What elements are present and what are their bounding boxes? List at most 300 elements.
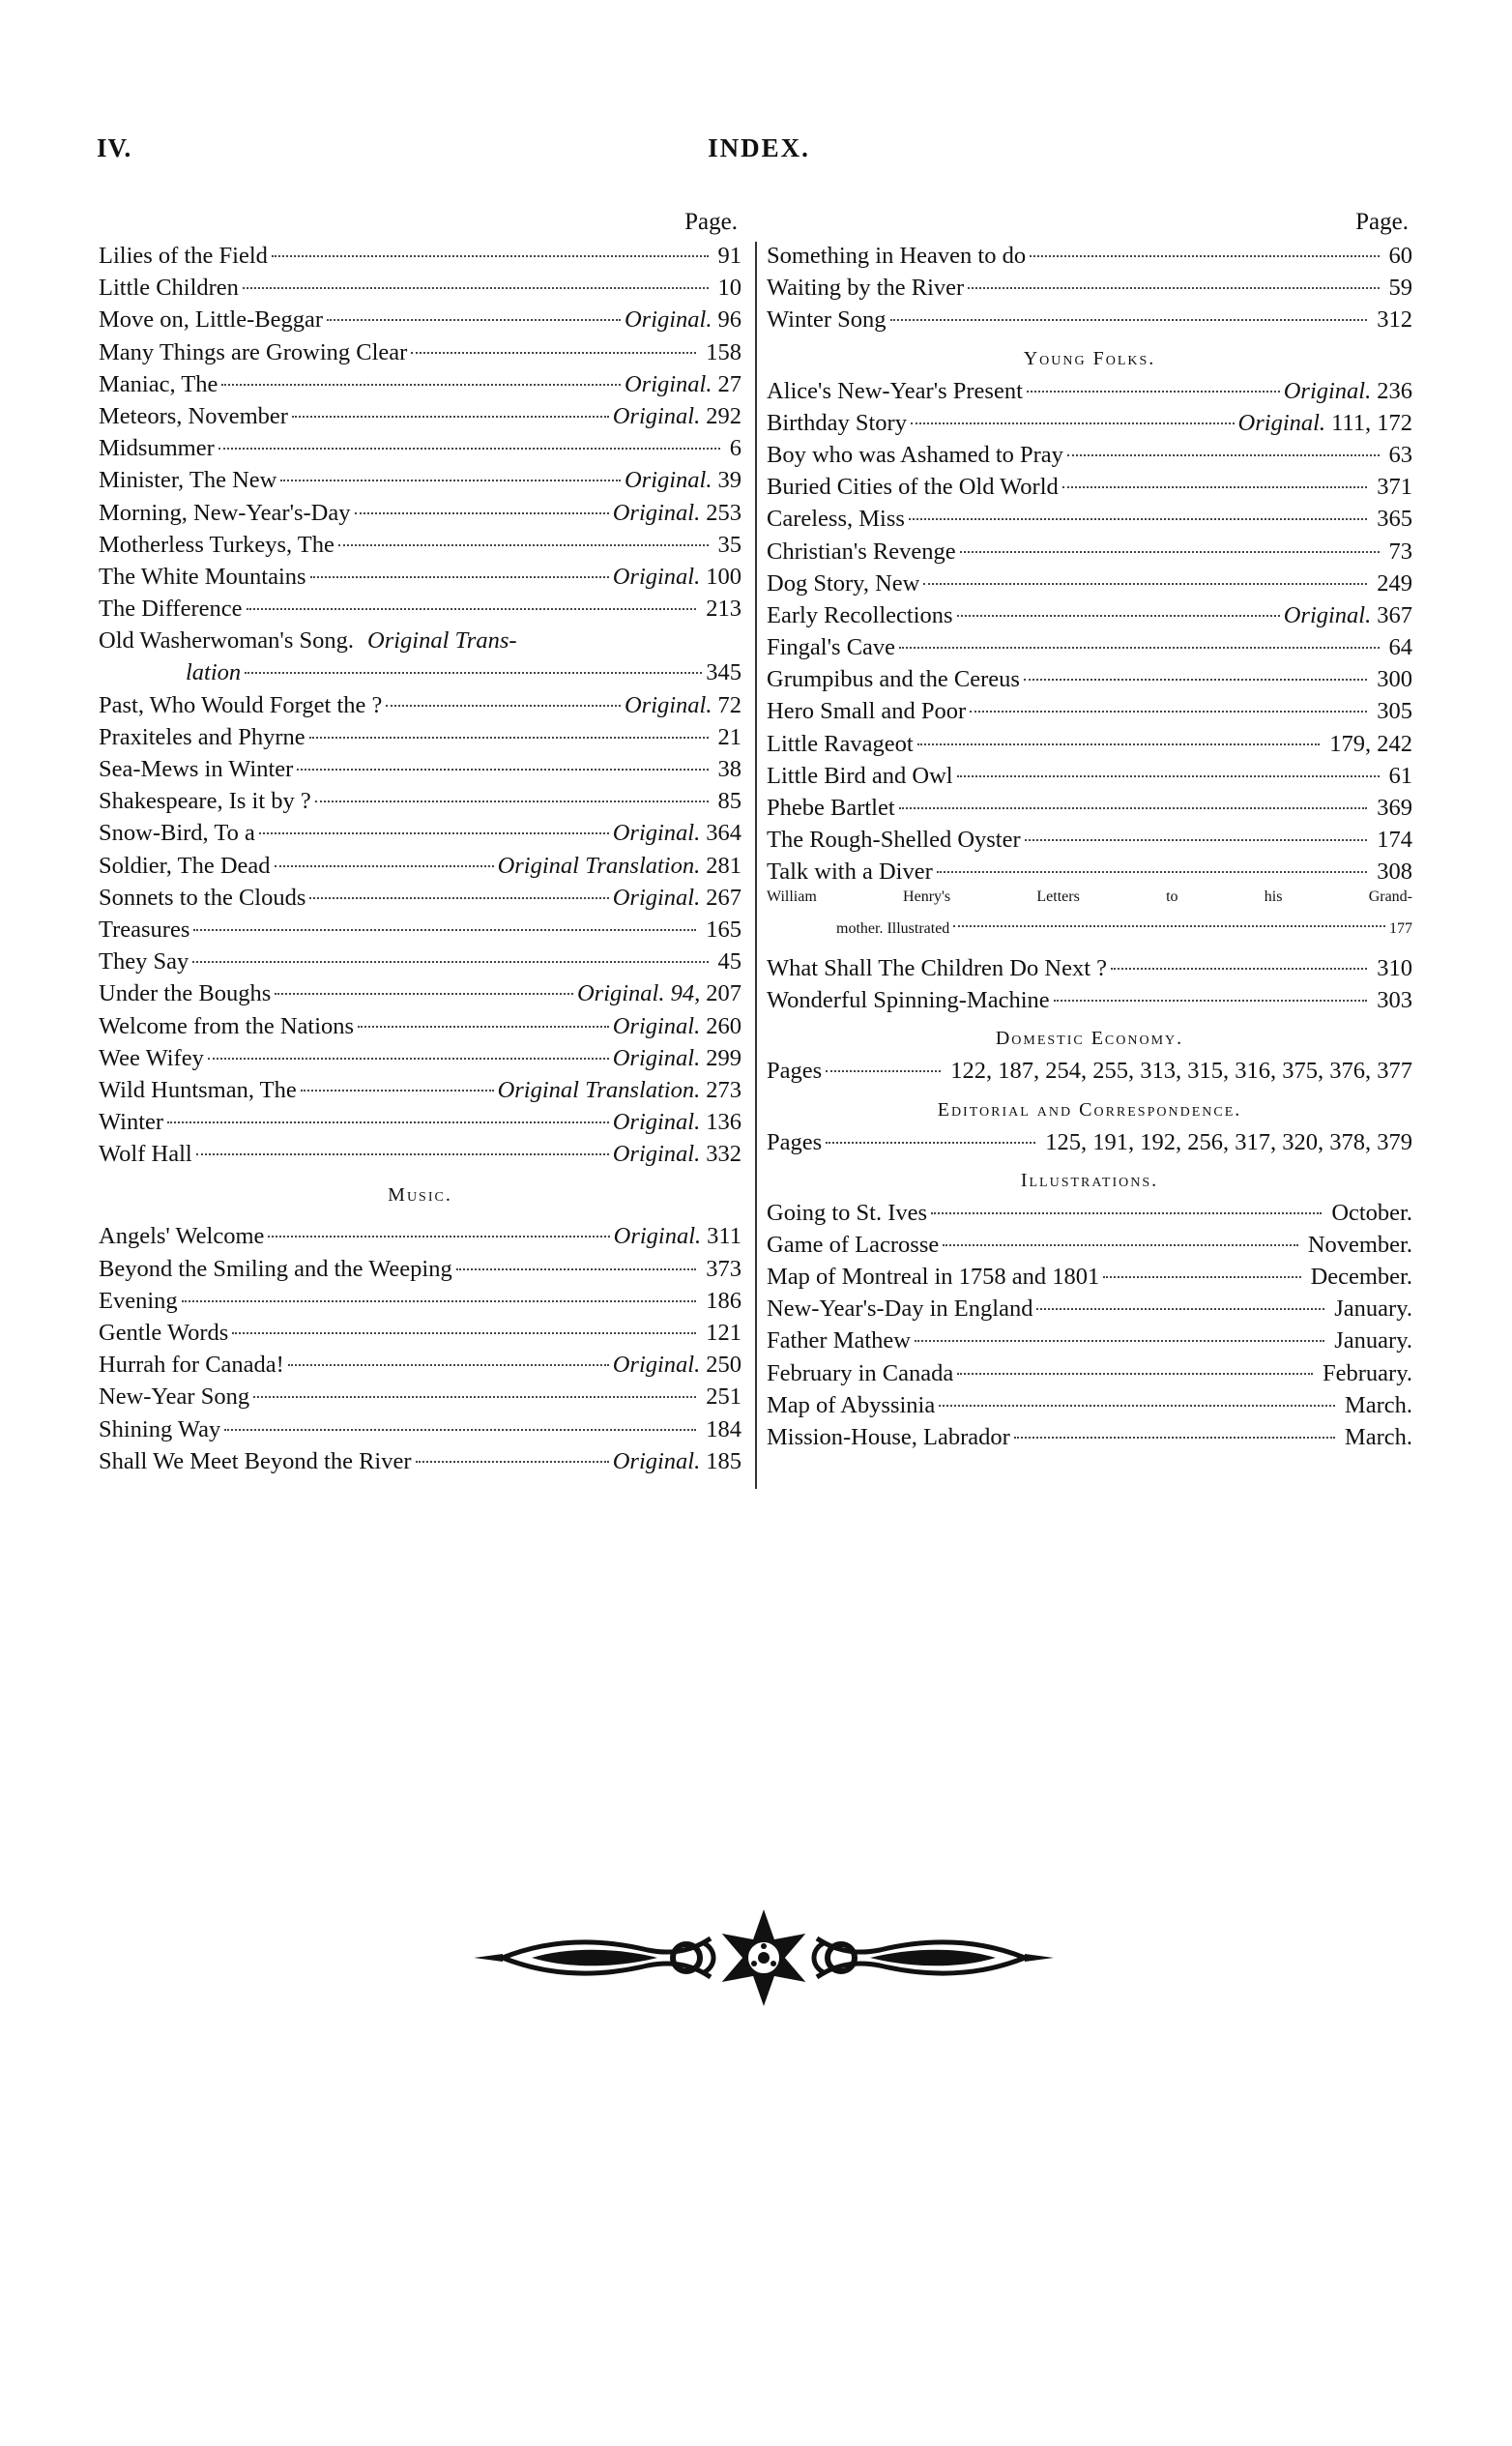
index-entry	[99, 593, 741, 625]
entry-title: Snow-Bird, To a	[99, 820, 255, 847]
entry-page: 253	[706, 499, 741, 526]
entry-page: 249	[1377, 569, 1412, 597]
entry-page: 85	[717, 788, 741, 815]
entry-note: Original.	[624, 691, 712, 718]
entry-title: Winter Song	[767, 306, 887, 334]
entry-page: 310	[1377, 954, 1412, 981]
entry-page: 273	[706, 1076, 741, 1103]
entry-page: 260	[706, 1012, 741, 1039]
entry-page: 305	[1377, 698, 1412, 725]
leader-dots	[911, 422, 1235, 424]
leader-dots	[288, 1364, 609, 1366]
entry-title-word: William	[767, 888, 817, 905]
entry-title: Boy who was Ashamed to Pray	[767, 441, 1063, 468]
entry-page: February.	[1323, 1359, 1412, 1386]
entry-page: January.	[1334, 1296, 1412, 1323]
index-entry	[99, 1445, 741, 1477]
entry-title: Something in Heaven to do	[767, 243, 1027, 269]
entry-title: Shining Way	[99, 1415, 221, 1442]
entry-note: Original.	[612, 1447, 701, 1474]
entry-page: 60	[1388, 243, 1412, 269]
leader-dots	[943, 1244, 1298, 1246]
leader-dots	[218, 448, 720, 450]
leader-dots	[899, 807, 1368, 809]
entry-page: 332	[706, 1141, 741, 1168]
entry-page: 122, 187, 254, 255, 313, 315, 316, 375, 376, 377	[950, 1058, 1412, 1085]
entry-page: 21	[717, 723, 741, 750]
index-entry	[99, 1220, 741, 1252]
section-heading-domestic-economy: Domestic Economy.	[995, 1028, 1184, 1050]
entry-title: Wonderful Spinning-Machine	[767, 987, 1050, 1014]
entry-title: Alice's New-Year's Present	[767, 377, 1023, 404]
leader-dots	[297, 769, 708, 771]
entry-title: Game of Lacrosse	[767, 1231, 940, 1258]
index-entry	[767, 663, 1412, 695]
leader-dots	[1054, 1000, 1368, 1002]
entry-title: Christian's Revenge	[767, 538, 956, 565]
leader-dots	[917, 743, 1321, 745]
index-entry	[99, 368, 741, 400]
leader-dots	[416, 1461, 609, 1463]
index-entry	[767, 599, 1412, 631]
leader-dots	[232, 1332, 696, 1334]
entry-page: 177	[1389, 919, 1412, 937]
index-entry	[99, 272, 741, 304]
entry-title: Sonnets to the Clouds	[99, 884, 306, 911]
entry-title: Buried Cities of the Old World	[767, 474, 1059, 501]
index-entry	[99, 882, 741, 914]
section-heading-music: Music.	[388, 1184, 452, 1207]
index-entry	[767, 1229, 1412, 1261]
entry-page: 267	[706, 884, 741, 911]
entry-title: New-Year's-Day in England	[767, 1296, 1033, 1323]
entry-title: Lilies of the Field	[99, 243, 268, 269]
index-entry	[99, 1253, 741, 1285]
index-entry	[767, 728, 1412, 760]
leader-dots	[182, 1300, 697, 1302]
leader-dots	[960, 551, 1380, 553]
entry-title: Little Bird and Owl	[767, 762, 953, 789]
index-entry	[767, 984, 1412, 1016]
entry-note: Original.	[624, 370, 712, 397]
entry-title: Talk with a Diver	[767, 859, 933, 886]
entry-title: Old Washerwoman's Song.	[99, 627, 354, 655]
entry-title: Minister, The New	[99, 467, 277, 494]
entry-note: Original Translation.	[497, 1076, 701, 1103]
column-divider	[755, 242, 757, 1489]
entry-title: Waiting by the River	[767, 275, 965, 302]
leader-dots	[968, 287, 1379, 289]
entry-page: 35	[717, 531, 741, 558]
index-entry	[99, 689, 741, 721]
entry-note: Original.	[1237, 409, 1326, 436]
index-entry	[99, 1010, 741, 1042]
index-entry	[99, 464, 741, 496]
entry-title: What Shall The Children Do Next ?	[767, 954, 1107, 981]
entry-title-continued: lation	[186, 659, 242, 686]
leader-dots	[259, 832, 609, 834]
leader-dots	[327, 319, 621, 321]
entry-page: 158	[706, 338, 741, 365]
entry-page: 39	[717, 467, 741, 494]
entry-page: 73	[1388, 538, 1412, 565]
entry-title-word: Grand-	[1368, 888, 1412, 905]
left-entries-continued	[99, 689, 741, 1171]
index-entry	[767, 1325, 1412, 1356]
entry-page: March.	[1344, 1424, 1412, 1450]
leader-dots	[456, 1268, 697, 1270]
entry-title: Wild Huntsman, The	[99, 1076, 297, 1103]
entry-note: Original.	[612, 1044, 701, 1071]
entry-page: 299	[706, 1044, 741, 1071]
index-entry	[767, 792, 1412, 824]
right-column	[767, 205, 1412, 1453]
entry-title-word: his	[1264, 888, 1283, 905]
entry-page: 121	[706, 1320, 741, 1346]
index-entry	[99, 432, 741, 464]
index-entry	[99, 817, 741, 849]
entry-title: Shakespeare, Is it by ?	[99, 788, 311, 815]
entry-note: Original.	[624, 306, 712, 334]
leader-dots	[1014, 1437, 1335, 1439]
entry-title: Wolf Hall	[99, 1141, 192, 1168]
leader-dots	[301, 1090, 494, 1092]
entry-note: Original.	[624, 467, 712, 494]
leader-dots	[275, 865, 494, 867]
entry-page: 281	[706, 852, 741, 879]
index-entry	[99, 1042, 741, 1074]
entry-title: Past, Who Would Forget the ?	[99, 691, 383, 718]
entry-title: Careless, Miss	[767, 506, 905, 533]
index-entry	[767, 1197, 1412, 1229]
entry-page: 185	[706, 1447, 741, 1474]
entry-title: Evening	[99, 1287, 178, 1314]
entry-title: Praxiteles and Phyrne	[99, 723, 305, 750]
entry-page: 96	[717, 306, 741, 334]
leader-dots	[957, 1373, 1313, 1375]
section-heading-editorial: Editorial and Correspondence.	[937, 1098, 1242, 1121]
index-entry	[99, 785, 741, 817]
leader-dots	[358, 1026, 609, 1028]
entry-title: Dog Story, New	[767, 569, 920, 597]
index-entry	[767, 407, 1412, 439]
entry-page: 72	[717, 691, 741, 718]
leader-dots	[1036, 1308, 1324, 1310]
floral-ornament-icon	[464, 1900, 1063, 2016]
index-entry	[99, 336, 741, 368]
entry-page: 300	[1377, 666, 1412, 693]
entry-title: Hero Small and Poor	[767, 698, 967, 725]
index-entry	[767, 304, 1412, 335]
index-entry	[767, 503, 1412, 535]
entry-page: 311	[707, 1223, 741, 1250]
index-entry	[767, 856, 1412, 888]
entry-title: Under the Boughs	[99, 980, 272, 1007]
entry-title-words	[767, 888, 1412, 920]
entry-page: 365	[1377, 506, 1412, 533]
leader-dots	[931, 1212, 1322, 1214]
entry-page: 59	[1388, 275, 1412, 302]
index-entry	[99, 1106, 741, 1138]
entry-page: 165	[706, 916, 741, 943]
entry-title: Fingal's Cave	[767, 634, 896, 661]
entry-title: Mission-House, Labrador	[767, 1424, 1010, 1450]
entry-title: Map of Montreal in 1758 and 1801	[767, 1264, 1100, 1291]
index-entry	[99, 850, 741, 882]
index-entry	[767, 952, 1412, 984]
entry-page: 369	[1377, 795, 1412, 821]
index-entry	[767, 1357, 1412, 1389]
entry-note: Original.	[612, 884, 701, 911]
leader-dots	[245, 672, 702, 674]
leader-dots	[1024, 679, 1367, 681]
index-entry	[99, 561, 741, 593]
leader-dots	[957, 775, 1380, 777]
entry-page: 27	[717, 370, 741, 397]
leader-dots	[315, 801, 709, 802]
page-header	[97, 133, 1421, 172]
entry-page: 111, 172	[1331, 409, 1412, 436]
entry-page: 371	[1377, 474, 1412, 501]
leader-dots	[309, 737, 709, 739]
left-column	[99, 205, 741, 1477]
entry-title: Map of Abyssinia	[767, 1391, 936, 1418]
index-entry	[767, 1261, 1412, 1293]
entry-page: 251	[706, 1383, 741, 1411]
entry-page: 250	[706, 1352, 741, 1379]
entry-note: Original.	[612, 499, 701, 526]
entry-title: Pages	[767, 1058, 823, 1085]
index-entry	[767, 631, 1412, 663]
music-entries	[99, 1220, 741, 1477]
index-entry	[767, 240, 1412, 272]
entry-title: Birthday Story	[767, 409, 907, 436]
leader-dots	[937, 871, 1367, 873]
index-entry	[767, 1421, 1412, 1453]
entry-note: Original. 94,	[576, 980, 701, 1007]
entry-page: 345	[706, 659, 741, 686]
entry-note: Original Translation.	[497, 852, 701, 879]
leader-dots	[1027, 391, 1280, 393]
entry-title: Pages	[767, 1128, 823, 1155]
entry-page: December.	[1310, 1264, 1412, 1291]
entry-title: Treasures	[99, 916, 190, 943]
entry-title-word: Letters	[1036, 888, 1080, 905]
entry-page: 91	[717, 243, 741, 269]
entry-title-word: to	[1166, 888, 1178, 905]
entry-title: New-Year Song	[99, 1383, 250, 1411]
index-entry	[99, 240, 741, 272]
page-column-label: Page.	[684, 209, 738, 235]
index-entry	[99, 977, 741, 1009]
index-entry	[767, 568, 1412, 599]
leader-dots	[243, 287, 709, 289]
entry-page: 125, 191, 192, 256, 317, 320, 378, 379	[1045, 1128, 1412, 1155]
index-entry	[99, 497, 741, 529]
leader-dots	[338, 544, 709, 546]
leader-dots	[167, 1121, 609, 1123]
entry-page: 308	[1377, 859, 1412, 886]
index-entry	[99, 1381, 741, 1412]
section-heading-young-folks: Young Folks.	[1023, 347, 1156, 369]
page-column-label: Page.	[1355, 209, 1409, 235]
index-entry	[99, 1413, 741, 1445]
right-entries	[767, 240, 1412, 336]
leader-dots	[221, 384, 621, 386]
index-entry	[767, 1389, 1412, 1421]
entry-title: Angels' Welcome	[99, 1223, 265, 1250]
entry-note: Original.	[1283, 601, 1372, 628]
entry-title: Going to St. Ives	[767, 1199, 928, 1226]
leader-dots	[1025, 839, 1368, 841]
index-entry	[99, 400, 741, 432]
entry-page: 38	[717, 756, 741, 782]
entry-page: 61	[1388, 762, 1412, 789]
entry-page: 179, 242	[1329, 730, 1412, 757]
entry-title: Sea-Mews in Winter	[99, 756, 294, 782]
leader-dots	[310, 576, 609, 578]
entry-page: 312	[1377, 306, 1412, 334]
entry-title: Grumpibus and the Cereus	[767, 666, 1020, 693]
leader-dots	[192, 961, 708, 963]
index-entry	[767, 1055, 1412, 1087]
entry-title: Midsummer	[99, 435, 215, 462]
entry-title: Soldier, The Dead	[99, 852, 271, 879]
index-entry	[99, 721, 741, 753]
leader-dots	[939, 1405, 1335, 1407]
entry-page: 213	[706, 596, 741, 623]
leader-dots	[909, 518, 1367, 520]
entry-page: 10	[717, 275, 741, 302]
index-entry	[767, 272, 1412, 304]
index-entry	[767, 375, 1412, 407]
index-entry	[767, 1293, 1412, 1325]
entry-note: Original.	[612, 1352, 701, 1379]
entry-page: 364	[706, 820, 741, 847]
entry-page: 45	[717, 948, 741, 975]
entry-note: Original.	[612, 1141, 701, 1168]
entry-note: Original.	[612, 402, 701, 429]
index-entry	[99, 625, 741, 688]
leader-dots	[1030, 255, 1379, 257]
leader-dots	[826, 1070, 941, 1072]
leader-dots	[309, 897, 608, 899]
entry-page: November.	[1307, 1231, 1412, 1258]
entry-page: March.	[1344, 1391, 1412, 1418]
index-entry	[767, 471, 1412, 503]
entry-title: Shall We Meet Beyond the River	[99, 1447, 412, 1474]
entry-title: February in Canada	[767, 1359, 954, 1386]
index-entry	[767, 824, 1412, 856]
entry-page: 373	[706, 1255, 741, 1282]
leader-dots	[253, 1396, 696, 1398]
entry-title: Beyond the Smiling and the Weeping	[99, 1255, 452, 1282]
index-entry	[99, 1074, 741, 1106]
leader-dots	[970, 711, 1367, 713]
index-entry	[767, 695, 1412, 727]
index-entry	[99, 1138, 741, 1170]
index-entry	[767, 1126, 1412, 1158]
leader-dots	[953, 925, 1385, 927]
index-entry	[767, 760, 1412, 792]
entry-page: 236	[1377, 377, 1412, 404]
entry-title: Meteors, November	[99, 402, 288, 429]
entry-title: The White Mountains	[99, 563, 306, 590]
entry-title: Winter	[99, 1109, 164, 1136]
entry-title-word: Henry's	[903, 888, 951, 905]
leader-dots	[208, 1058, 609, 1060]
entry-note: Original.	[1283, 377, 1372, 404]
entry-title: Motherless Turkeys, The	[99, 531, 334, 558]
leader-dots	[386, 705, 621, 707]
entry-title: Move on, Little-Beggar	[99, 306, 324, 334]
entry-page: 100	[706, 563, 741, 590]
entry-page: 64	[1388, 634, 1412, 661]
index-entry	[767, 536, 1412, 568]
leader-dots	[247, 608, 697, 610]
leader-dots	[196, 1153, 609, 1155]
leader-dots	[411, 352, 696, 354]
entry-note: Original.	[612, 820, 701, 847]
leader-dots	[1103, 1276, 1300, 1278]
entry-title: Little Children	[99, 275, 239, 302]
page-title: INDEX.	[708, 133, 810, 162]
entry-title: Maniac, The	[99, 370, 218, 397]
leader-dots	[224, 1429, 696, 1431]
entry-title: The Rough-Shelled Oyster	[767, 827, 1021, 854]
entry-title: Little Ravageot	[767, 730, 914, 757]
entry-title: Father Mathew	[767, 1327, 911, 1354]
young-folks-entries-continued	[767, 952, 1412, 1016]
entry-page: 207	[706, 980, 741, 1007]
entry-title: Wee Wifey	[99, 1044, 204, 1071]
leader-dots	[957, 615, 1280, 617]
entry-page: 292	[706, 402, 741, 429]
index-entry	[99, 753, 741, 785]
index-entry	[99, 1285, 741, 1317]
entry-title: Hurrah for Canada!	[99, 1352, 284, 1379]
index-entry	[99, 529, 741, 561]
entry-page: 303	[1377, 987, 1412, 1014]
leader-dots	[923, 583, 1367, 585]
entry-note: Original.	[612, 1012, 701, 1039]
entry-page: 63	[1388, 441, 1412, 468]
index-entry	[99, 304, 741, 335]
leader-dots	[355, 512, 609, 514]
entry-page: 6	[729, 435, 741, 462]
entry-title-continued: mother. Illustrated	[836, 919, 950, 937]
leader-dots	[193, 929, 696, 931]
leader-dots	[890, 319, 1368, 321]
entry-page: 174	[1377, 827, 1412, 854]
entry-title: Welcome from the Nations	[99, 1012, 355, 1039]
entry-page: January.	[1334, 1327, 1412, 1354]
entry-page: 186	[706, 1287, 741, 1314]
leader-dots	[275, 993, 573, 995]
entry-note: Original.	[613, 1223, 702, 1250]
leader-dots	[1062, 486, 1367, 488]
leader-dots	[899, 647, 1379, 649]
entry-title: Many Things are Growing Clear	[99, 338, 408, 365]
entry-note: Original.	[612, 1109, 701, 1136]
entry-title: Phebe Bartlet	[767, 795, 895, 821]
entry-title: They Say	[99, 948, 189, 975]
left-entries	[99, 240, 741, 625]
leader-dots	[272, 255, 709, 257]
index-entry	[99, 1317, 741, 1349]
entry-note: Original Trans-	[367, 627, 517, 655]
section-heading-illustrations: Illustrations.	[1020, 1169, 1159, 1191]
